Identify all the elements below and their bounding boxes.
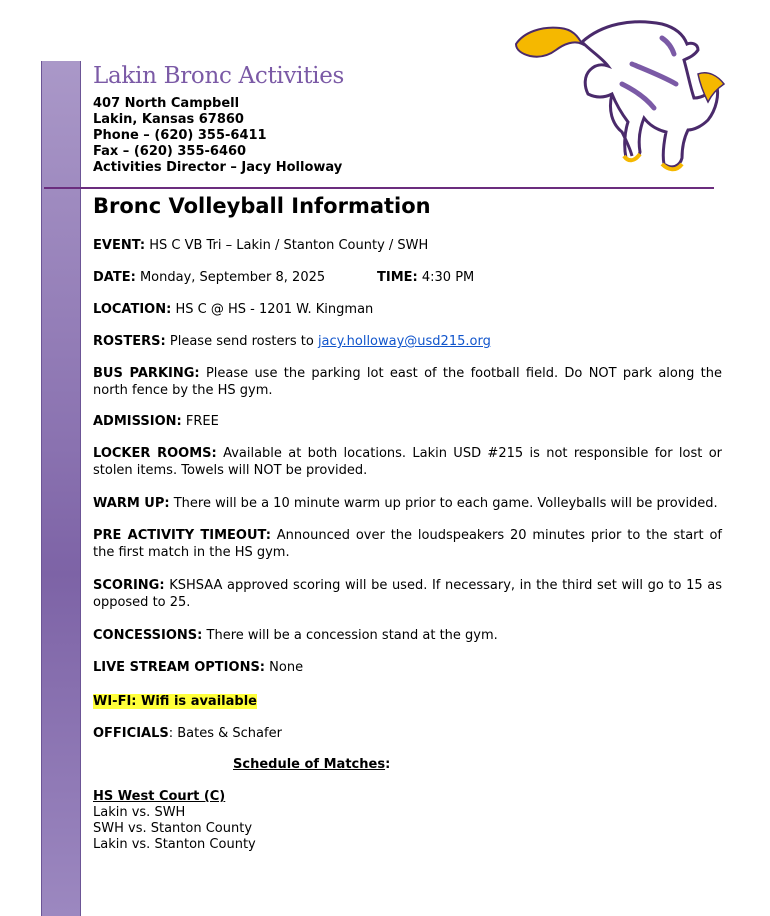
rosters-field [93, 333, 722, 350]
wifi-field [93, 693, 722, 710]
event-field [93, 237, 722, 254]
match-item: Lakin vs. SWH [93, 805, 186, 820]
match-item: SWH vs. Stanton County [93, 821, 253, 836]
address-block [93, 96, 342, 176]
rosters-email-link[interactable]: jacy.holloway@usd215.org [317, 334, 491, 349]
admission-label: ADMISSION: [93, 414, 182, 429]
locker-rooms-field [93, 445, 722, 479]
fax-line: Fax – (620) 355-6460 [93, 144, 247, 159]
event-value: HS C VB Tri – Lakin / Stanton County / SWH [149, 238, 429, 253]
location-field [93, 301, 722, 318]
address-line: 407 North Campbell [93, 96, 240, 111]
date-time-row [93, 269, 722, 286]
live-stream-label: LIVE STREAM OPTIONS: [93, 660, 266, 675]
concessions-field [93, 627, 722, 644]
locker-rooms-label: LOCKER ROOMS: [93, 446, 217, 461]
location-label: LOCATION: [93, 302, 172, 317]
location-value: HS C @ HS - 1201 W. Kingman [175, 302, 374, 317]
decorative-side-bar [41, 61, 81, 916]
director-line: Activities Director – Jacy Holloway [93, 160, 343, 175]
bus-parking-field [93, 365, 722, 399]
officials-field [93, 725, 722, 742]
page-title: Bronc Volleyball Information [93, 194, 431, 218]
pre-activity-field [93, 527, 722, 561]
bronc-horse-logo [512, 14, 726, 176]
rosters-value: Please send rosters to [169, 334, 314, 349]
admission-field [93, 413, 722, 430]
rosters-label: ROSTERS: [93, 334, 166, 349]
warm-up-value: There will be a 10 minute warm up prior to each game. Volleyballs will be provided. [173, 496, 718, 511]
court-schedule [93, 789, 256, 853]
locker-rooms-value: Available at both locations. Lakin USD #215 is not responsible for lost or stolen items. Towels will NOT be provided. [93, 446, 722, 478]
schedule-title: Schedule of Matches [233, 757, 386, 772]
bus-parking-value: Please use the parking lot east of the football field. Do NOT park along the north fence by the HS gym. [93, 366, 722, 398]
schedule-colon: : [385, 757, 391, 772]
court-name: HS West Court (C) [93, 789, 226, 804]
concessions-value: There will be a concession stand at the gym. [206, 628, 498, 643]
phone-line: Phone – (620) 355-6411 [93, 128, 267, 143]
event-label: EVENT: [93, 238, 146, 253]
time-label: TIME: [377, 270, 418, 285]
time-value: 4:30 PM [421, 270, 475, 285]
warm-up-field [93, 495, 722, 512]
pre-activity-value: Announced over the loudspeakers 20 minutes prior to the start of the first match in the HS gym. [93, 528, 722, 560]
scoring-field [93, 577, 722, 611]
org-title: Lakin Bronc Activities [93, 63, 345, 89]
bus-parking-label: BUS PARKING: [93, 366, 200, 381]
officials-label: OFFICIALS [93, 726, 169, 741]
concessions-label: CONCESSIONS: [93, 628, 203, 643]
live-stream-value: None [269, 660, 304, 675]
date-value: Monday, September 8, 2025 [139, 270, 326, 285]
live-stream-field [93, 659, 722, 676]
schedule-heading [233, 757, 390, 772]
warm-up-label: WARM UP: [93, 496, 170, 511]
scoring-label: SCORING: [93, 578, 165, 593]
officials-value: : Bates & Schafer [168, 726, 282, 741]
pre-activity-label: PRE ACTIVITY TIMEOUT: [93, 528, 271, 543]
wifi-highlight: WI-FI: Wifi is available [93, 694, 257, 709]
admission-value: FREE [185, 414, 219, 429]
time-field [377, 269, 474, 286]
date-label: DATE: [93, 270, 136, 285]
scoring-value: KSHSAA approved scoring will be used. If necessary, in the third set will go to 15 as opposed to 25. [93, 578, 722, 610]
match-item: Lakin vs. Stanton County [93, 837, 256, 852]
header-divider [44, 187, 714, 189]
address-line: Lakin, Kansas 67860 [93, 112, 244, 127]
